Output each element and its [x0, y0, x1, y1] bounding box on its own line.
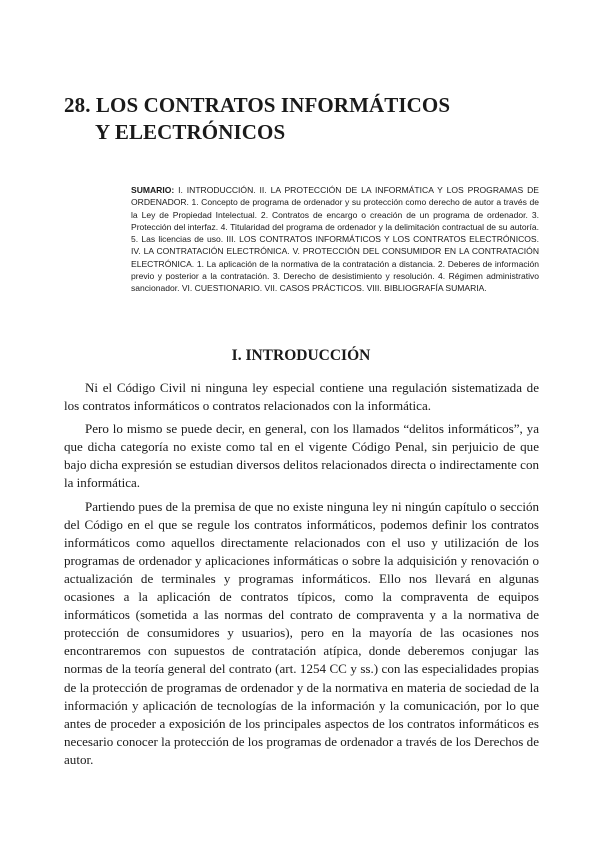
summary-text: I. INTRODUCCIÓN. II. LA PROTECCIÓN DE LA INFORMÁTICA Y LOS PROGRAMAS DE ORDENADOR. 1. Concepto de programa de ordenador y su protección como derecho de autor a través de la Ley de Propiedad Intelectual. 2. Contratos de encargo o creación de un programa de ordenador. 3. Protección del interfaz. 4. Titularidad del programa de ordenador y la delimitación contractual de su autoría. 5. Las licencias de uso. III. LOS CONTRATOS INFORMÁTICOS Y LOS CONTRATOS ELECTRÓNICOS. IV. LA CONTRATACIÓN ELECTRÓNICA. V. PROTECCIÓN DEL CONSUMIDOR EN LA CONTRATACIÓN ELECTRÓNICA. 1. La aplicación de la normativa de la contratación a distancia. 2. Deberes de información previo y posterior a la contratación. 3. Derecho de desistimiento y resolución. 4. Régimen administrativo sancionador. VI. CUESTIONARIO. VII. CASOS PRÁCTICOS. VIII. BIBLIOGRAFÍA SUMARIA. [131, 185, 539, 294]
paragraph-3: Partiendo pues de la premisa de que no existe ninguna ley ni ningún capítulo o sección del Código en el que se regule los contratos informáticos, podemos definir los contratos informáticos como aquellos directamente relacionados con el uso y utilización de los programas de ordenador y aplicaciones informáticas o sobre la adquisición y renovación o actualización de terminales y programas informáticos. Ello nos llevará en algunas ocasiones a la aplicación de contratos típicos, como la compraventa de equipos informáticos (sometida a las normas del contrato de compraventa y a la normativa de protección de consumidores y usuarios), pero en la mayoría de las ocasiones nos encontraremos con supuestos de contratación atípica, donde deberemos conjugar las normas de la teoría general del contrato (art. 1254 CC y ss.) con las especialidades propias de la protección de programas de ordenador y de la normativa en materia de sociedad de la información y aplicación de tecnologías de la información y la comunicación, por lo que antes de proceder a exposición de los principales aspectos de los contratos informáticos es necesario conocer la protección de los programas de ordenador a través de los Derechos de autor. [64, 498, 539, 767]
paragraph-1: Ni el Código Civil ni ninguna ley especial contiene una regulación sistematizada de los contratos informáticos o contratos relacionados con la informática. [64, 380, 539, 414]
summary-label: SUMARIO: [131, 185, 175, 195]
section-heading: I. INTRODUCCIÓN [231, 347, 371, 364]
chapter-title-line-1: 28. LOS CONTRATOS INFORMÁTICOS [64, 93, 451, 117]
paragraph-2: Pero lo mismo se puede decir, en general, con los llamados “delitos informáticos”, ya que dicha categoría no existe como tal en el vigente Código Penal, sin perjuicio de que bajo dicha expresión se estudian diversos delitos relacionados directa o indirectamente con la informática. [64, 421, 539, 491]
chapter-summary [131, 184, 539, 295]
chapter-title [64, 92, 544, 146]
body-text [64, 379, 539, 774]
chapter-title-line-2: Y ELECTRÓNICOS [95, 120, 286, 144]
